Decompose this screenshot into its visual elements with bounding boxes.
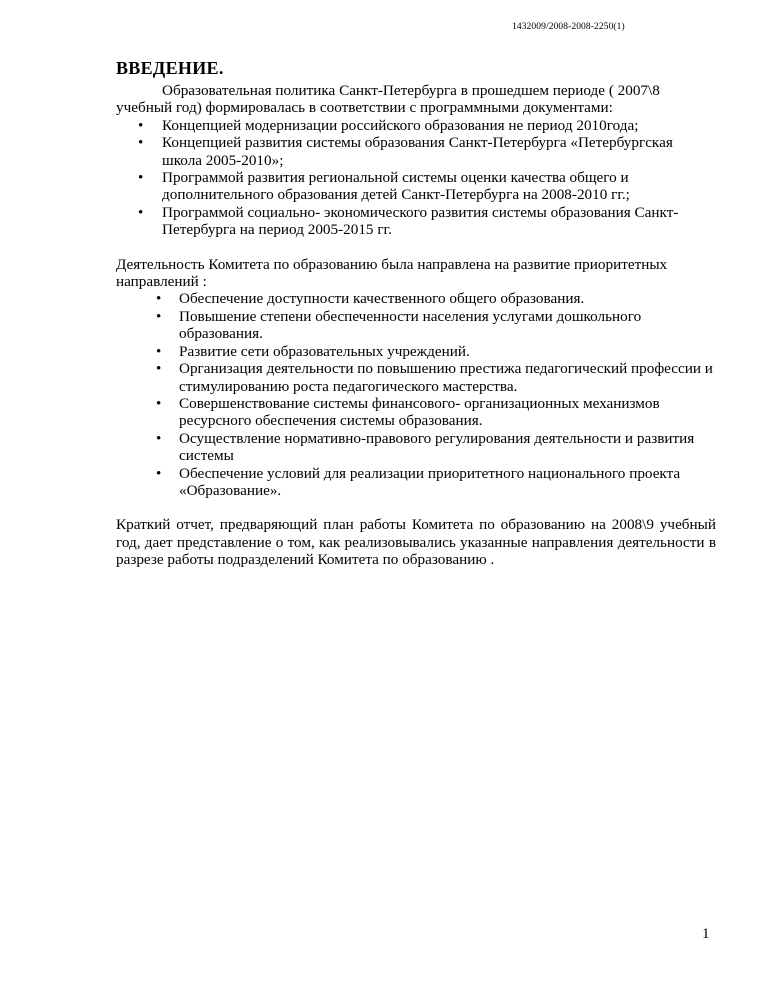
activity-paragraph: Деятельность Комитета по образованию была направлена на развитие приоритетных направлений : — [116, 255, 668, 291]
documents-list — [116, 117, 716, 239]
list-item: • Концепцией развития системы образования Санкт-Петербурга «Петербургская школа 2005-2010»; — [138, 134, 673, 169]
intro-paragraph: Образовательная политика Санкт-Петербурга в прошедшем периоде ( 2007\8 учебный год) формировалась в соответствии с программными документами: — [116, 82, 660, 117]
list-item: • Программой социально- экономического развития системы образования Санкт-Петербурга на период 2005-2015 гг. — [138, 203, 679, 239]
bullet-icon: • — [156, 394, 162, 412]
conclusion-paragraph: Краткий отчет, предваряющий план работы Комитета по образованию на 2008\9 учебный год, дает представление о том, как реализовывались указанные направления деятельности в разрезе работы подразделений Комитета по образованию . — [116, 516, 716, 569]
bullet-icon: • — [138, 169, 144, 187]
list-item: • Концепцией модернизации российского образования не период 2010года; — [138, 116, 639, 134]
bullet-icon: • — [156, 290, 162, 308]
bullet-icon: • — [138, 203, 144, 221]
priorities-list — [116, 290, 716, 499]
bullet-icon: • — [156, 342, 162, 360]
document-id: 1432009/2008-2008-2250(1) — [512, 22, 625, 32]
list-item: • Развитие сети образовательных учреждений. — [156, 342, 470, 360]
bullet-icon: • — [156, 360, 162, 378]
bullet-icon: • — [156, 307, 162, 325]
bullet-icon: • — [156, 464, 162, 482]
section-title: ВВЕДЕНИЕ. — [116, 58, 224, 78]
list-item: • Обеспечение доступности качественного общего образования. — [156, 290, 585, 308]
list-item: • Организация деятельности по повышению престижа педагогический профессии и стимулированию роста педагогического мастерства. — [156, 360, 713, 395]
bullet-icon: • — [138, 116, 144, 134]
bullet-icon: • — [156, 429, 162, 447]
list-item: • Повышение степени обеспеченности населения услугами дошкольного образования. — [156, 307, 642, 343]
list-item: • Программой развития региональной системы оценки качества общего и дополнительного образования детей Санкт-Петербурга на 2008-2010 гг.; — [138, 169, 630, 204]
bullet-icon: • — [138, 134, 144, 152]
list-item: • Совершенствование системы финансового- организационных механизмов ресурсного обеспечения системы образования. — [156, 394, 660, 430]
page-body — [116, 58, 716, 569]
page-number: 1 — [702, 926, 710, 942]
list-item: • Осуществление нормативно-правового регулирования деятельности и развития системы — [156, 429, 695, 465]
list-item: • Обеспечение условий для реализации приоритетного национального проекта «Образование». — [156, 464, 681, 499]
